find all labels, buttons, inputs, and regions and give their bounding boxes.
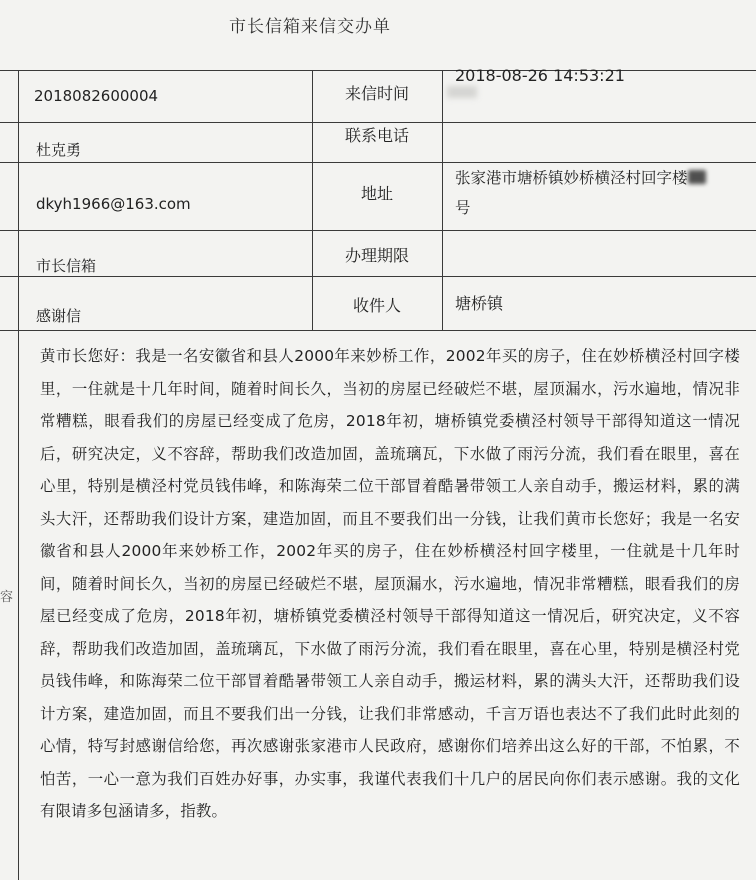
row-divider [0, 330, 756, 331]
name-value: 杜克勇 [36, 141, 82, 159]
email-value: dkyh1966@163.com [36, 195, 191, 213]
row-divider [0, 70, 756, 71]
serial-number: 2018082600004 [34, 87, 159, 105]
col-divider [18, 70, 19, 880]
letter-type: 感谢信 [36, 307, 82, 325]
phone-label: 联系电话 [344, 126, 409, 145]
side-char: 容 [0, 590, 14, 605]
page-title: 市长信箱来信交办单 [229, 17, 391, 37]
col-divider [442, 70, 443, 330]
row-divider [0, 230, 756, 231]
letter-body: 黄市长您好：我是一名安徽省和县人2000年来妙桥工作，2002年买的房子，住在妙桥横泾村回字楼里，一住就是十几年时间，随着时间长久，当初的房屋已经破烂不堪，屋顶漏水，污水遍地，情况非常糟糕，眼看我们的房屋已经变成了危房，2018年初，塘桥镇党委横泾村领导干部得知道这一情况后，研究决定，义不容辞，帮助我们改造加固，盖琉璃瓦，下水做了雨污分流，我们看在眼里，喜在心里，特别是横泾村党员钱伟峰，和陈海荣二位干部冒着酷暑带领工人亲自动手，搬运材料，累的满头大汗，还帮助我们设计方案，建造加固，而且不要我们出一分钱，让我们黄市长您好；我是一名安徽省和县人2000年来妙桥工作，2002年买的房子，住在妙桥横泾村回字楼里，一住就是十几年时间，随着时间长久，当初的房屋已经破烂不堪，屋顶漏水，污水遍地，情况非常糟糕，眼看我们的房屋已经变成了危房，2018年初，塘桥镇党委横泾村领导干部得知道这一情况后，研究决定，义不容辞，帮助我们改造加固，盖琉璃瓦，下水做了雨污分流，我们看在眼里，喜在心里，特别是横泾村党员钱伟峰，和陈海荣二位干部冒着酷暑带领工人亲自动手，搬运材料，累的满头大汗，还帮助我们设计方案，建造加固，而且不要我们出一分钱，让我们非常感动，千言万语也表达不了我们此时此刻的心情，特写封感谢信给您，再次感谢张家港市人民政府，感谢你们培养出这么好的干部，不怕累，不怕苦，一心一意为我们百姓办好事，办实事，我谨代表我们十几户的居民向你们表示感谢。我的文化有限请多包涵请多，指教。 [40, 347, 740, 820]
address-redacted [688, 170, 706, 184]
deadline-label: 办理期限 [344, 246, 409, 265]
address-value [455, 163, 745, 223]
address-line1: 张家港市塘桥镇妙桥横泾村回字楼 [455, 169, 688, 187]
address-label: 地址 [360, 184, 393, 203]
source-value: 市长信箱 [36, 257, 97, 275]
row-divider [0, 276, 756, 277]
address-line2: 号 [455, 199, 471, 217]
row-divider [0, 122, 756, 123]
recipient-label: 收件人 [352, 296, 401, 315]
recipient-value: 塘桥镇 [455, 294, 504, 313]
received-time-label: 来信时间 [344, 84, 409, 103]
phone-redacted [447, 86, 477, 98]
received-time: 2018-08-26 14:53:21 [455, 66, 625, 85]
